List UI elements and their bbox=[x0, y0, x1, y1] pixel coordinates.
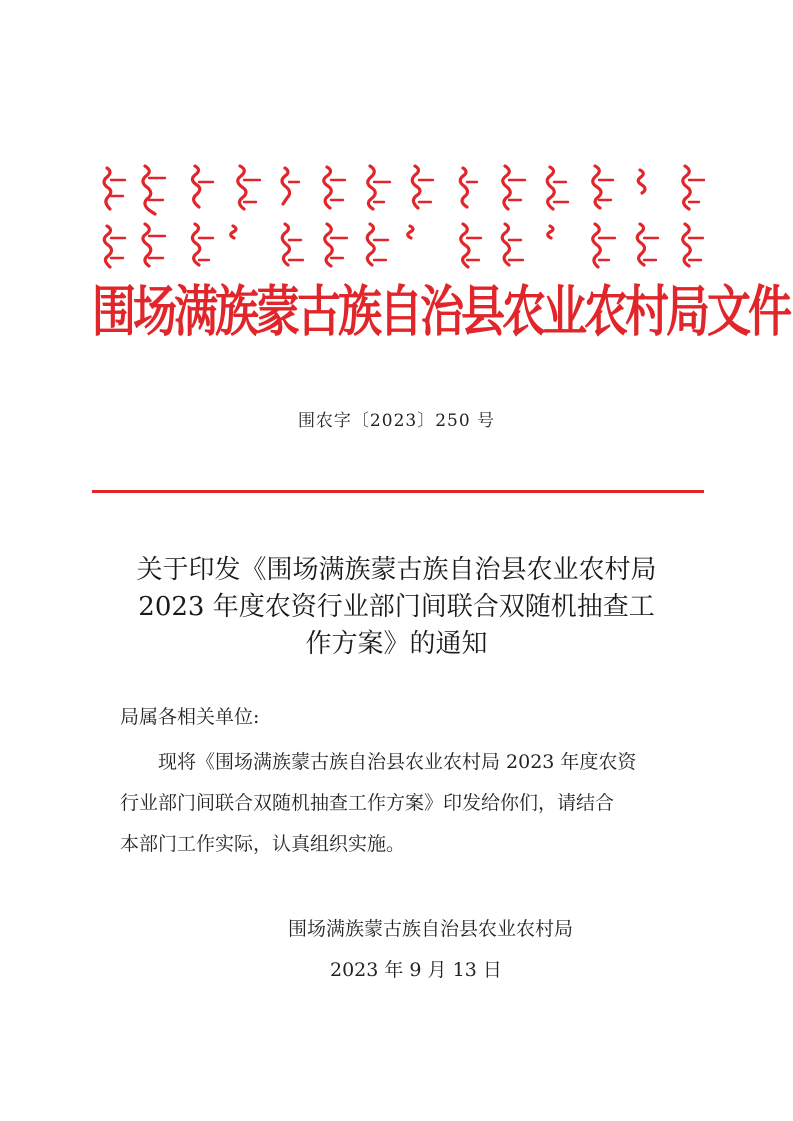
title-line-3: 作方案》的通知 bbox=[305, 629, 488, 659]
red-divider-line bbox=[92, 490, 704, 493]
body-line-1: 现将《围场满族蒙古族自治县农业农村局 2023 年度农资 bbox=[158, 751, 637, 773]
document-number: 围农字〔2023〕250 号 bbox=[297, 411, 496, 431]
salutation: 局属各相关单位: bbox=[120, 706, 260, 728]
mongolian-script-pictograph bbox=[95, 160, 705, 280]
mongolian-script-header bbox=[95, 160, 705, 280]
body-paragraph bbox=[120, 742, 680, 865]
signature-organization: 围场满族蒙古族自治县农业农村局 bbox=[288, 918, 574, 940]
document-title bbox=[100, 552, 693, 663]
body-line-3: 本部门工作实际，认真组织实施。 bbox=[120, 833, 406, 855]
signature-date: 2023 年 9 月 13 日 bbox=[330, 959, 502, 981]
title-line-1: 关于印发《围场满族蒙古族自治县农业农村局 bbox=[136, 555, 657, 585]
agency-header-title: 围场满族蒙古族自治县农业农村局文件 bbox=[92, 280, 789, 345]
title-line-2: 2023 年度农资行业部门间联合双随机抽查工 bbox=[138, 592, 655, 622]
body-line-2: 行业部门间联合双随机抽查工作方案》印发给你们，请结合 bbox=[120, 792, 615, 814]
